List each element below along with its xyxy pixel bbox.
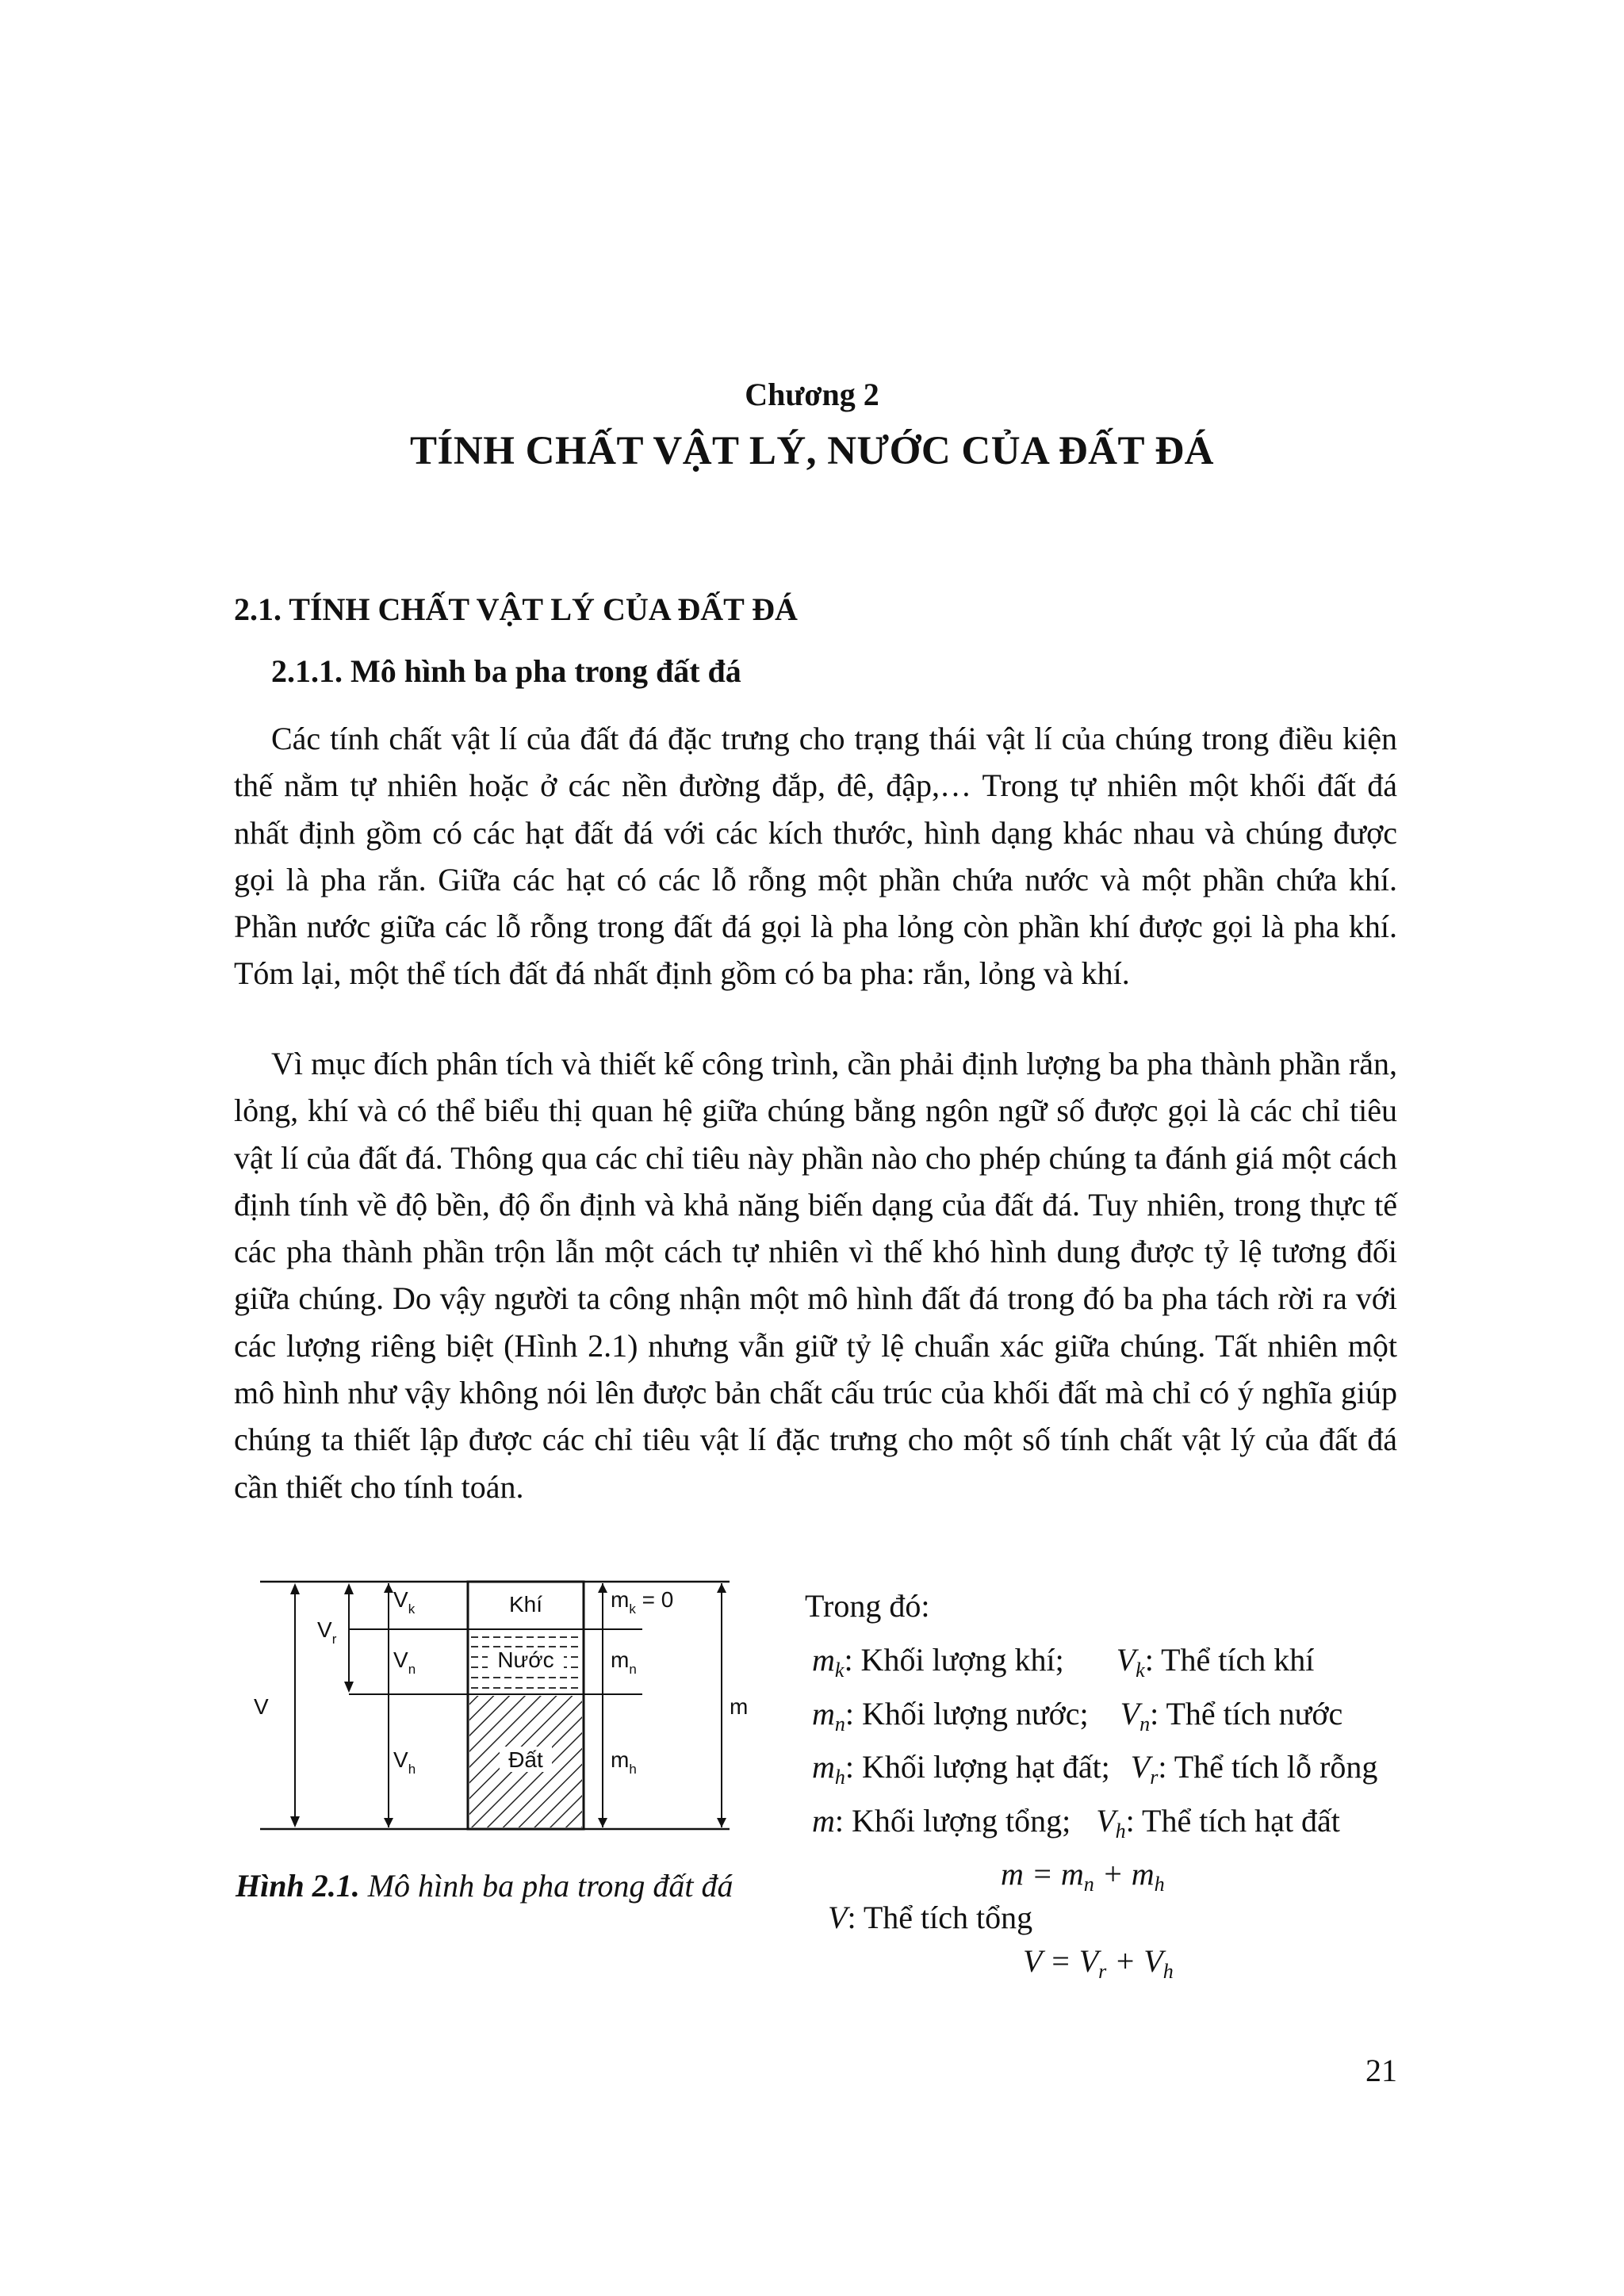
- label-Vk: $V_k$: [393, 1587, 416, 1617]
- legend-row-2: $m_n$: Khối lượng nước; $V_n$: Thể tích nước: [812, 1696, 1343, 1735]
- label-mk: $m_k = 0$: [611, 1587, 674, 1617]
- phase-label-water: Nước: [497, 1647, 554, 1672]
- page-number: 21: [1365, 2053, 1397, 2088]
- legend-total-volume: V: Thể tích tổng: [828, 1900, 1033, 1935]
- figure-caption: Hình 2.1. Mô hình ba pha trong đất đá: [236, 1868, 733, 1904]
- three-phase-diagram: [254, 1574, 758, 1843]
- label-mh: $m_h$: [611, 1747, 637, 1777]
- legend-row-3: $m_h$: Khối lượng hạt đất; $V_r$: Thể tích lỗ rỗng: [812, 1749, 1378, 1789]
- body-paragraph-2: Vì mục đích phân tích và thiết kế công trình, cần phải định lượng ba pha thành phần rắn, lỏng, khí và có thể biểu thị quan hệ giữa chúng bằng ngôn ngữ số được gọi là các chỉ tiêu vật lí của đất đá. Thông qua các chỉ tiêu này phần nào cho phép chúng ta đánh giá một cách định tính về độ bền, độ ổn định và khả năng biến dạng của đất đá. Tuy nhiên, trong thực tế các pha thành phần trộn lẫn một cách tự nhiên vì thế khó hình dung được tỷ lệ tương đối giữa chúng. Do vậy người ta công nhận một mô hình đất đá trong đó ba pha tách rời ra với các lượng riêng biệt (Hình 2.1) nhưng vẫn giữ tỷ lệ chuẩn xác giữa chúng. Tất nhiên một mô hình như vậy không nói lên được bản chất cấu trúc của khối đất mà chỉ có ý nghĩa giúp chúng ta thiết lập được các chỉ tiêu vật lí đặc trưng cho một số tính chất vật lý của đất đá cần thiết cho tính toán.: [234, 1046, 1397, 1505]
- legend-row-1: $m_k$: Khối lượng khí; $V_k$: Thể tích khí: [812, 1642, 1315, 1682]
- section-heading: 2.1. TÍNH CHẤT VẬT LÝ CỦA ĐẤT ĐÁ: [234, 591, 798, 627]
- label-Vr: $V_r$: [317, 1617, 337, 1647]
- chapter-title: TÍNH CHẤT VẬT LÝ, NƯỚC CỦA ĐẤT ĐÁ: [410, 429, 1214, 473]
- label-mn: $m_n$: [611, 1647, 637, 1677]
- body-paragraph-1: Các tính chất vật lí của đất đá đặc trưng cho trạng thái vật lí của chúng trong điều kiện thế nằm tự nhiên hoặc ở các nền đường đắp, đê, đập,… Trong tự nhiên một khối đất đá nhất định gồm có các hạt đất đá với các kích thước, hình dạng khác nhau và chúng được gọi là pha rắn. Giữa các hạt có các lỗ rỗng một phần chứa nước và một phần chứa khí. Phần nước giữa các lỗ rỗng trong đất đá gọi là pha lỏng còn phần khí được gọi là pha khí. Tóm lại, một thể tích đất đá nhất định gồm có ba pha: rắn, lỏng và khí.: [234, 721, 1397, 992]
- legend-heading: Trong đó:: [805, 1588, 930, 1624]
- legend-row-4: m: Khối lượng tổng; $V_h$: Thể tích hạt đất: [812, 1803, 1340, 1843]
- label-Vn: $V_n$: [393, 1647, 416, 1677]
- phase-label-soil: Đất: [508, 1747, 543, 1772]
- subsection-heading: 2.1.1. Mô hình ba pha trong đất đá: [271, 653, 741, 689]
- phase-label-air: Khí: [508, 1592, 543, 1617]
- label-m: m: [730, 1694, 749, 1719]
- formula-total-mass: $m = m_n + m_h$: [1001, 1856, 1165, 1896]
- chapter-label: Chương 2: [745, 377, 879, 412]
- label-Vh: $V_h$: [393, 1747, 416, 1777]
- formula-total-volume: $V = V_r + V_h$: [1023, 1943, 1174, 1983]
- label-V: V: [254, 1694, 269, 1719]
